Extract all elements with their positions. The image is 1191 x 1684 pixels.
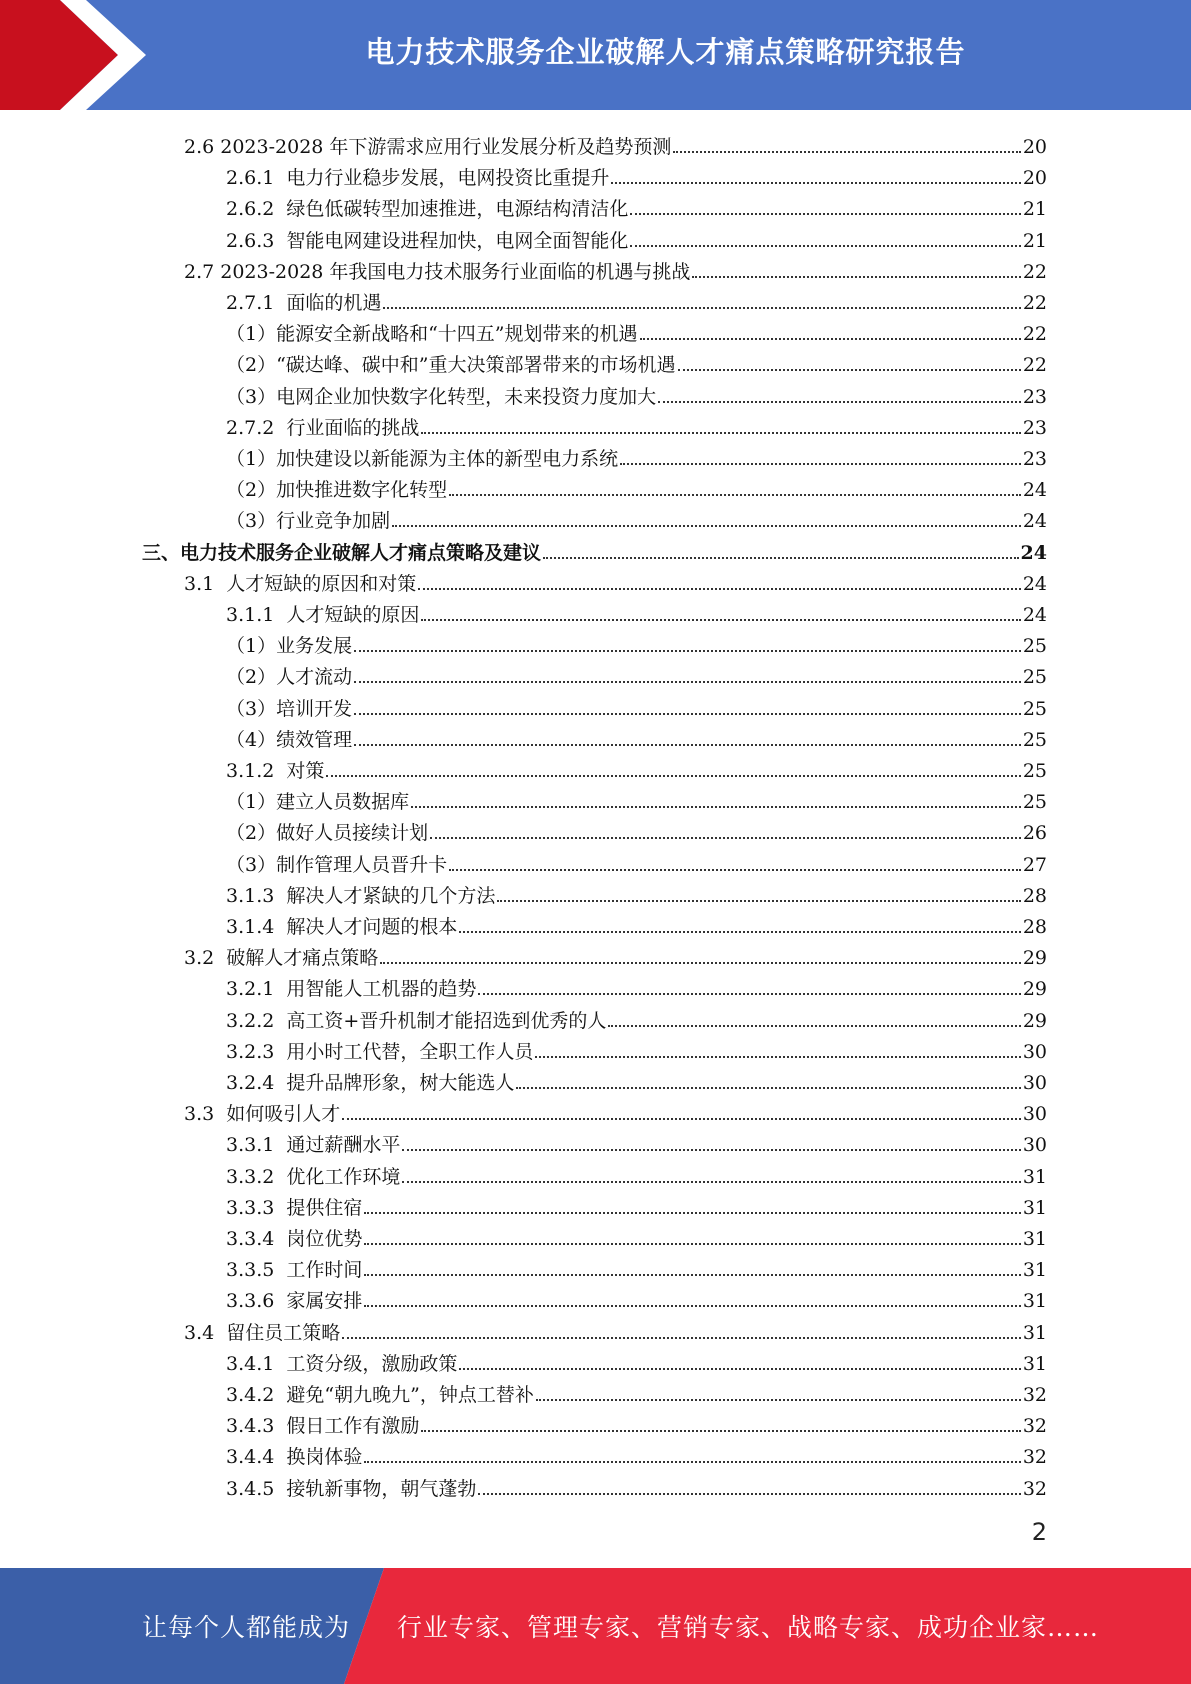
toc-leader-dots <box>380 962 1021 964</box>
toc-entry[interactable] <box>184 127 1047 158</box>
toc-entry[interactable] <box>226 876 1047 907</box>
toc-entry-label: 3.3.1 通过薪酬水平 <box>226 1134 401 1157</box>
toc-entry[interactable] <box>184 252 1047 283</box>
toc-entry-page: 31 <box>1022 1196 1047 1219</box>
toc-entry-label: 2.6.3 智能电网建设进程加快，电网全面智能化 <box>226 229 629 252</box>
toc-entry[interactable] <box>226 1032 1047 1063</box>
footer-slogan-left: 让每个人都能成为 <box>142 1613 351 1642</box>
toc-leader-dots <box>364 1274 1020 1276</box>
toc-leader-dots <box>402 1149 1020 1151</box>
toc-entry[interactable] <box>226 1281 1047 1312</box>
toc-entry[interactable] <box>226 501 1047 532</box>
toc-entry[interactable] <box>184 1094 1047 1125</box>
toc-entry-page: 22 <box>1022 323 1047 346</box>
toc-entry-label: 3.3.6 家属安排 <box>226 1290 363 1313</box>
toc-entry-page: 21 <box>1022 229 1047 252</box>
toc-entry-label: 3.4.2 避免“朝九晚九”，钟点工替补 <box>226 1384 534 1406</box>
toc-entry[interactable] <box>184 1313 1047 1344</box>
toc-entry-label: 3.3.3 提供住宿 <box>226 1196 363 1219</box>
toc-entry[interactable] <box>226 1437 1047 1468</box>
toc-entry-page: 32 <box>1022 1415 1047 1438</box>
toc-entry-label: （3）制作管理人员晋升卡 <box>226 853 448 876</box>
report-title: 电力技术服务企业破解人才痛点策略研究报告 <box>365 34 966 69</box>
toc-entry-page: 31 <box>1022 1165 1047 1188</box>
toc-entry-label: （1）建立人员数据库 <box>226 791 410 814</box>
toc-entry-page: 22 <box>1022 354 1047 377</box>
toc-leader-dots <box>640 338 1021 340</box>
toc-entry[interactable] <box>226 439 1047 470</box>
toc-entry-page: 26 <box>1022 822 1047 845</box>
toc-entry-page: 31 <box>1022 1290 1047 1313</box>
toc-entry-label: （2）做好人员接续计划 <box>226 822 429 845</box>
toc-entry-label: 3.2.3 用小时工代替，全职工作人员 <box>226 1040 534 1063</box>
footer-slogan-right: 行业专家、管理专家、营销专家、战略专家、成功企业家…… <box>397 1613 1100 1642</box>
toc-entry-page: 22 <box>1022 260 1047 283</box>
toc-entry[interactable] <box>142 533 1047 564</box>
toc-leader-dots <box>459 1368 1020 1370</box>
toc-entry[interactable] <box>226 408 1047 439</box>
toc-entry[interactable] <box>226 845 1047 876</box>
toc-leader-dots <box>411 806 1021 808</box>
toc-entry-label: 3.3.5 工作时间 <box>226 1259 363 1282</box>
toc-entry-page: 24 <box>1022 510 1047 533</box>
toc-entry-page: 32 <box>1022 1384 1047 1406</box>
toc-entry-label: 3.3 如何吸引人才 <box>184 1103 341 1126</box>
toc-entry-label: 3.4.4 换岗体验 <box>226 1446 363 1469</box>
toc-entry[interactable] <box>226 1469 1047 1500</box>
toc-entry[interactable] <box>226 595 1047 626</box>
toc-entry[interactable] <box>226 813 1047 844</box>
toc-entry[interactable] <box>226 1219 1047 1250</box>
toc-entry[interactable] <box>226 720 1047 751</box>
toc-entry-label: 2.6.1 电力行业稳步发展，电网投资比重提升 <box>226 167 610 190</box>
toc-leader-dots <box>658 401 1021 403</box>
toc-entry-page: 20 <box>1022 136 1047 158</box>
toc-entry-page: 23 <box>1022 385 1047 408</box>
toc-entry-label: 3.1.2 对策 <box>226 760 325 782</box>
toc-entry-label: 3.1 人才短缺的原因和对策 <box>184 572 417 595</box>
toc-entry-label: （4）绩效管理 <box>226 728 353 751</box>
toc-leader-dots <box>421 1430 1020 1432</box>
toc-entry-label: 2.6 2023-2028 年下游需求应用行业发展分析及趋势预测 <box>184 136 672 158</box>
toc-entry-label: （2）人才流动 <box>226 666 353 689</box>
toc-entry-label: （1）能源安全新战略和“十四五”规划带来的机遇 <box>226 323 638 346</box>
toc-leader-dots <box>497 900 1020 902</box>
page-number: 2 <box>1031 1518 1047 1546</box>
toc-entry[interactable] <box>184 564 1047 595</box>
toc-entry-page: 31 <box>1022 1321 1047 1344</box>
toc-leader-dots <box>383 307 1020 309</box>
toc-leader-dots <box>449 869 1021 871</box>
toc-entry-page: 30 <box>1022 1103 1047 1126</box>
toc-entry[interactable] <box>184 938 1047 969</box>
toc-entry[interactable] <box>226 1188 1047 1219</box>
toc-entry-page: 29 <box>1022 947 1047 970</box>
toc-leader-dots <box>354 650 1021 652</box>
toc-entry-page: 30 <box>1022 1040 1047 1063</box>
toc-entry-page: 25 <box>1022 635 1047 658</box>
toc-entry-page: 20 <box>1022 167 1047 190</box>
toc-entry[interactable] <box>226 221 1047 252</box>
toc-entry-label: （1）业务发展 <box>226 635 353 658</box>
toc-entry-page: 24 <box>1022 572 1047 595</box>
toc-entry[interactable] <box>226 377 1047 408</box>
toc-entry[interactable] <box>226 1063 1047 1094</box>
toc-entry-page: 30 <box>1022 1134 1047 1157</box>
toc-entry[interactable] <box>226 283 1047 314</box>
toc-leader-dots <box>673 151 1020 153</box>
toc-entry-label: 三、电力技术服务企业破解人才痛点策略及建议 <box>142 541 542 564</box>
toc-leader-dots <box>630 213 1020 215</box>
toc-entry-label: （3）行业竞争加剧 <box>226 510 391 533</box>
toc-leader-dots <box>449 494 1021 496</box>
toc-entry-page: 29 <box>1022 1009 1047 1032</box>
toc-leader-dots <box>430 837 1021 839</box>
toc-entry-label: 3.4.1 工资分级，激励政策 <box>226 1352 458 1375</box>
toc-leader-dots <box>692 276 1020 278</box>
toc-entry[interactable] <box>226 626 1047 657</box>
toc-entry-page: 24 <box>1022 479 1047 502</box>
toc-entry-page: 23 <box>1022 416 1047 439</box>
toc-entry-label: 3.2.2 高工资+晋升机制才能招选到优秀的人 <box>226 1009 607 1032</box>
toc-entry[interactable] <box>226 1001 1047 1032</box>
toc-entry-label: 3.1.4 解决人才问题的根本 <box>226 916 458 938</box>
toc-leader-dots <box>342 1337 1021 1339</box>
toc-leader-dots <box>354 713 1021 715</box>
toc-leader-dots <box>392 525 1021 527</box>
toc-entry-label: （3）电网企业加快数字化转型，未来投资力度加大 <box>226 385 657 408</box>
toc-entry[interactable] <box>226 751 1047 782</box>
toc-leader-dots <box>364 1305 1020 1307</box>
toc-entry-page: 22 <box>1022 292 1047 314</box>
toc-entry[interactable] <box>226 1344 1047 1375</box>
toc-entry-page: 31 <box>1022 1259 1047 1282</box>
toc-entry[interactable] <box>226 470 1047 501</box>
toc-leader-dots <box>326 775 1020 777</box>
toc-entry-page: 30 <box>1022 1072 1047 1094</box>
toc-leader-dots <box>620 463 1021 465</box>
toc-leader-dots <box>364 1212 1020 1214</box>
toc-entry-page: 25 <box>1022 697 1047 720</box>
report-header <box>0 0 1191 110</box>
toc-entry[interactable] <box>226 907 1047 938</box>
toc-entry-page: 25 <box>1022 666 1047 689</box>
toc-entry-page: 31 <box>1022 1352 1047 1375</box>
toc-entry-label: （1）加快建设以新能源为主体的新型电力系统 <box>226 448 619 470</box>
toc-entry[interactable] <box>226 1406 1047 1437</box>
toc-leader-dots <box>364 1243 1020 1245</box>
toc-leader-dots <box>678 369 1021 371</box>
toc-leader-dots <box>342 1118 1021 1120</box>
toc-leader-dots <box>354 744 1021 746</box>
toc-leader-dots <box>364 1461 1020 1463</box>
toc-entry[interactable] <box>226 1125 1047 1156</box>
toc-entry-label: 3.1.3 解决人才紧缺的几个方法 <box>226 884 496 907</box>
toc-entry[interactable] <box>226 1157 1047 1188</box>
toc-entry-label: （3）培训开发 <box>226 697 353 720</box>
toc-entry-label: 3.2.1 用智能人工机器的趋势 <box>226 978 477 1001</box>
toc-entry-page: 25 <box>1022 791 1047 814</box>
toc-leader-dots <box>516 1087 1020 1089</box>
toc-entry-page: 32 <box>1022 1477 1047 1500</box>
toc-entry[interactable] <box>226 969 1047 1000</box>
toc-entry[interactable] <box>226 1250 1047 1281</box>
toc-entry-label: 2.6.2 绿色低碳转型加速推进，电源结构清洁化 <box>226 198 629 221</box>
toc-entry[interactable] <box>226 689 1047 720</box>
toc-leader-dots <box>478 1493 1020 1495</box>
toc-entry-label: 3.3.2 优化工作环境 <box>226 1165 401 1188</box>
toc-entry-label: 2.7.1 面临的机遇 <box>226 292 382 314</box>
toc-entry-page: 23 <box>1022 448 1047 470</box>
toc-entry-page: 29 <box>1022 978 1047 1001</box>
toc-leader-dots <box>543 557 1019 559</box>
report-footer <box>0 1568 1191 1684</box>
toc-entry[interactable] <box>226 657 1047 688</box>
toc-entry-page: 27 <box>1022 853 1047 876</box>
toc-leader-dots <box>459 931 1020 933</box>
toc-entry[interactable] <box>226 1375 1047 1406</box>
toc-entry[interactable] <box>226 345 1047 376</box>
toc-leader-dots <box>478 993 1020 995</box>
toc-entry[interactable] <box>226 314 1047 345</box>
toc-entry-page: 28 <box>1022 916 1047 938</box>
toc-entry-page: 31 <box>1022 1228 1047 1250</box>
toc-leader-dots <box>608 1025 1020 1027</box>
toc-entry-label: 3.1.1 人才短缺的原因 <box>226 604 420 626</box>
toc-leader-dots <box>611 182 1020 184</box>
toc-entry[interactable] <box>226 782 1047 813</box>
toc-entry-label: 3.4.5 接轨新事物，朝气蓬勃 <box>226 1477 477 1500</box>
toc-leader-dots <box>421 619 1020 621</box>
toc-entry-label: （2）加快推进数字化转型 <box>226 479 448 502</box>
toc-entry-label: 3.3.4 岗位优势 <box>226 1228 363 1250</box>
toc-leader-dots <box>535 1056 1020 1058</box>
toc-entry-page: 28 <box>1022 884 1047 907</box>
toc-entry-label: 3.2.4 提升品牌形象，树大能选人 <box>226 1072 515 1094</box>
toc-leader-dots <box>536 1399 1021 1401</box>
toc-entry[interactable] <box>226 189 1047 220</box>
toc-entry-label: 3.4 留住员工策略 <box>184 1321 341 1344</box>
toc-entry-page: 32 <box>1022 1446 1047 1469</box>
toc-entry-label: 3.2 破解人才痛点策略 <box>184 947 379 970</box>
toc-leader-dots <box>402 1181 1020 1183</box>
toc-entry-page: 24 <box>1022 604 1047 626</box>
toc-entry-label: 2.7.2 行业面临的挑战 <box>226 416 420 439</box>
toc-entry-page: 21 <box>1022 198 1047 221</box>
toc-leader-dots <box>418 588 1021 590</box>
toc-leader-dots <box>421 432 1020 434</box>
toc-entry-label: 2.7 2023-2028 年我国电力技术服务行业面临的机遇与挑战 <box>184 260 691 283</box>
toc-entry-page: 24 <box>1020 541 1047 564</box>
toc-entry[interactable] <box>226 158 1047 189</box>
toc-entry-label: 3.4.3 假日工作有激励 <box>226 1415 420 1438</box>
toc-leader-dots <box>630 245 1020 247</box>
toc-entry-label: （2）“碳达峰、碳中和”重大决策部署带来的市场机遇 <box>226 354 676 377</box>
toc-entry-page: 25 <box>1022 760 1047 782</box>
toc-leader-dots <box>354 681 1021 683</box>
toc-entry-page: 25 <box>1022 728 1047 751</box>
